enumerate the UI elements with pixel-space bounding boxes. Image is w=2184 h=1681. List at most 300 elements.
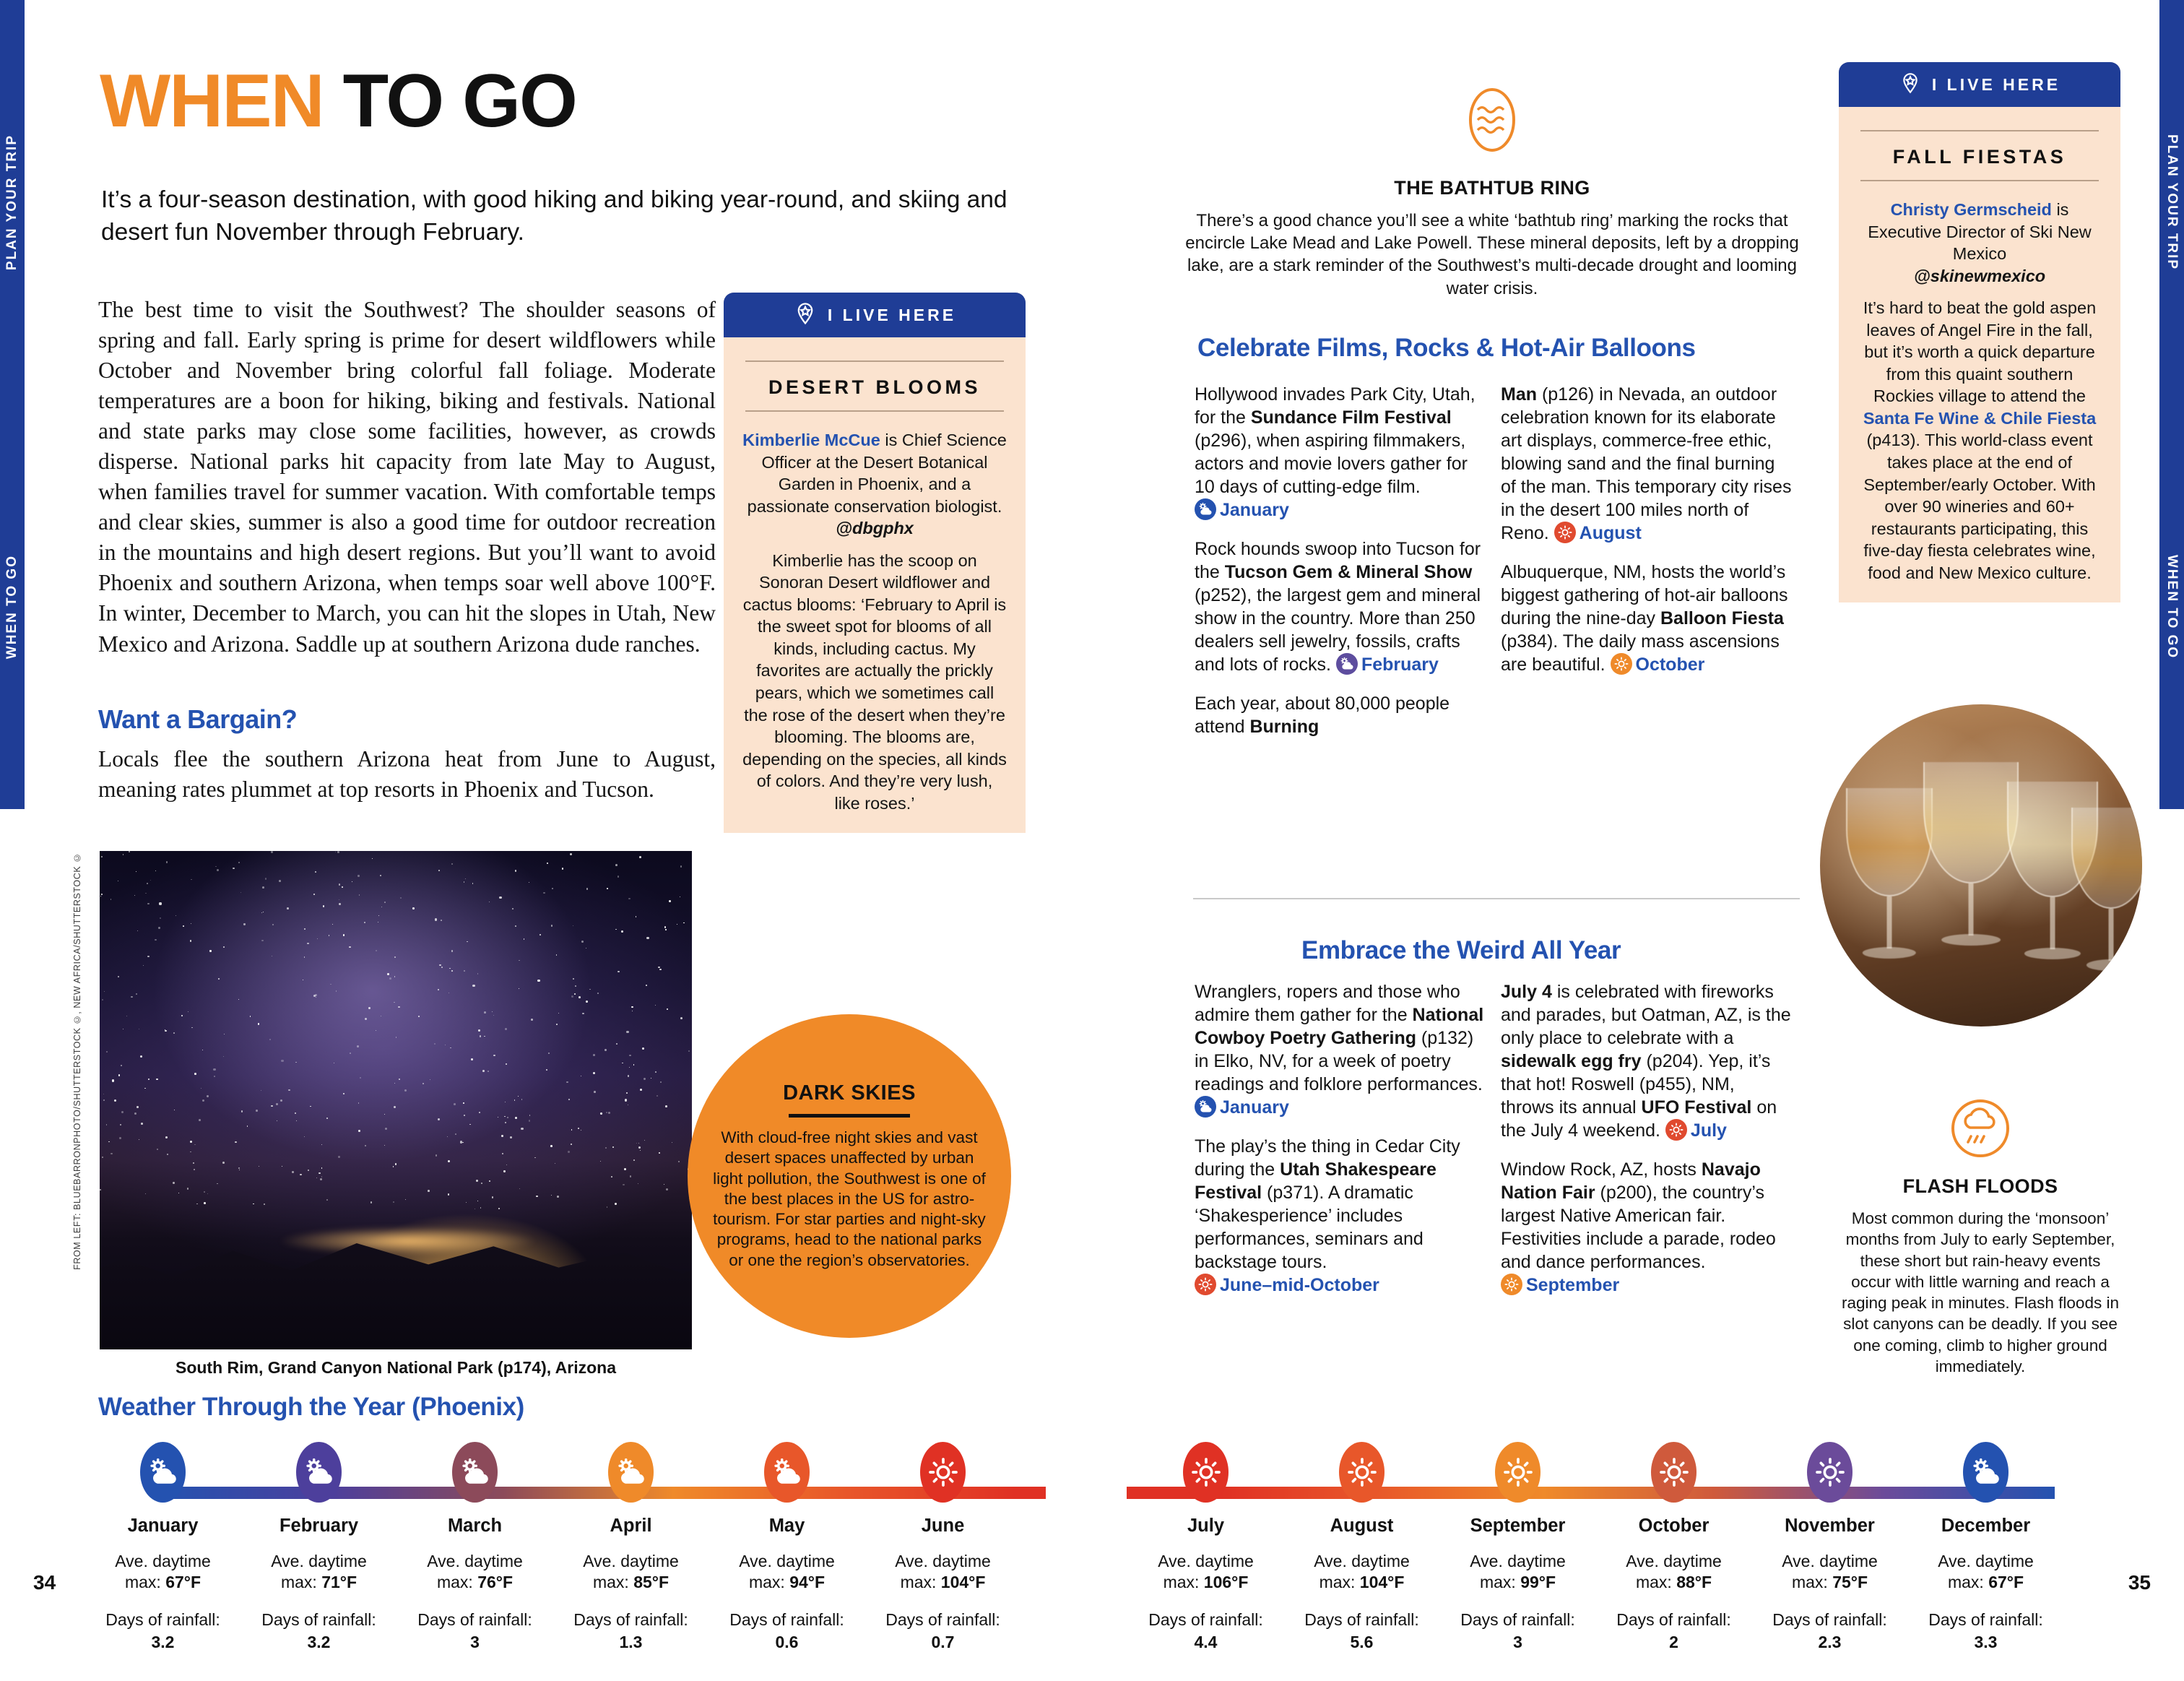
star — [134, 895, 135, 896]
star — [518, 1096, 519, 1097]
sun-icon — [1339, 1442, 1384, 1503]
weather-month-label: November — [1785, 1516, 1875, 1536]
star — [499, 896, 501, 899]
star — [506, 1164, 507, 1165]
event-name: National Cowboy Poetry Gathering — [1195, 1005, 1484, 1048]
star — [399, 1079, 400, 1080]
weather-month-label: January — [127, 1516, 199, 1536]
star — [238, 1167, 240, 1169]
star — [680, 1017, 682, 1019]
star — [515, 1117, 517, 1119]
event-paragraph: Window Rock, AZ, hosts Navajo Nation Fair (p200), the country’s largest Native American fair. Festivities include a parade, rodeo and dance performances. September — [1501, 1159, 1776, 1295]
star — [604, 1049, 607, 1051]
star — [464, 970, 465, 972]
star — [112, 1079, 114, 1081]
weather-temp: Ave. daytime max: 99°F — [1470, 1552, 1566, 1592]
star — [296, 1120, 297, 1121]
flash-floods-feature — [1839, 1098, 2122, 1377]
star — [157, 1149, 158, 1150]
events-column-celebrate-2 — [1501, 383, 1793, 676]
weather-month-column — [1596, 1442, 1751, 1654]
photo-caption: South Rim, Grand Canyon National Park (p174), Arizona — [175, 1358, 617, 1377]
edge-tab-plan-your-trip-left — [0, 0, 25, 405]
star — [110, 1153, 112, 1154]
star — [400, 897, 402, 899]
page-title-rest: TO GO — [323, 59, 576, 143]
star — [209, 950, 211, 951]
weather-temp: Ave. daytime max: 71°F — [271, 1552, 367, 1592]
star — [358, 1130, 360, 1132]
star — [546, 1069, 547, 1071]
star — [137, 930, 138, 931]
star — [644, 1078, 646, 1080]
i-live-here-box-fall-fiestas — [1839, 62, 2120, 602]
star — [393, 1201, 394, 1203]
star — [633, 1159, 635, 1161]
star — [615, 929, 617, 930]
star — [155, 939, 156, 941]
star — [455, 1133, 456, 1135]
weather-rainfall: Days of rainfall: 3 — [417, 1609, 532, 1652]
page-number-right: 35 — [2128, 1571, 2151, 1594]
star — [600, 1112, 602, 1115]
partly-cloudy-icon — [1963, 1442, 2008, 1503]
star — [606, 1112, 607, 1113]
star — [678, 1161, 680, 1162]
star — [493, 1055, 495, 1057]
star — [568, 1151, 570, 1153]
star — [521, 1128, 523, 1130]
month-tag — [1195, 1097, 1289, 1118]
event-paragraph: Albuquerque, NM, hosts the world’s biggest gathering of hot-air balloons during the nine-day Balloon Fiesta (p384). The daily mass ascensions are beautiful. October — [1501, 562, 1788, 675]
star — [262, 886, 264, 889]
sun-icon — [1611, 653, 1632, 675]
star — [136, 871, 137, 873]
event-paragraph: July 4 is celebrated with fireworks and parades, but Oatman, AZ, is the only place to celebrate with a sidewalk egg fry (p204). Yep, it’s that hot! Roswell (p455), NM, throws its annual UFO Festival on the July 4 weekend. July — [1501, 982, 1791, 1141]
flash-floods-title: FLASH FLOODS — [1902, 1175, 2058, 1197]
wine-glass — [1846, 788, 1933, 896]
event-name: Balloon Fiesta — [1660, 608, 1784, 628]
star — [158, 927, 160, 929]
star — [106, 1051, 108, 1053]
star — [213, 1068, 215, 1071]
star — [199, 1119, 201, 1121]
weather-month-column — [709, 1442, 864, 1654]
star — [265, 878, 266, 879]
star — [492, 1011, 493, 1012]
star — [659, 1152, 660, 1154]
star — [638, 1146, 641, 1149]
star — [318, 1172, 320, 1174]
star — [165, 1030, 167, 1032]
star — [372, 858, 373, 859]
event-name: UFO Festival — [1641, 1097, 1752, 1118]
i-live-here-label: I LIVE HERE — [827, 305, 957, 324]
star — [194, 1169, 195, 1170]
month-tag — [1195, 1275, 1379, 1295]
sun-icon — [1501, 1274, 1522, 1295]
page-title-accent: WHEN — [100, 59, 324, 143]
star — [131, 996, 132, 998]
sun-icon — [1807, 1442, 1852, 1503]
divider — [789, 1114, 910, 1118]
sun-icon — [1665, 1119, 1687, 1141]
month-tag — [1554, 523, 1642, 543]
star — [581, 941, 584, 943]
star — [129, 851, 130, 852]
star — [339, 903, 341, 905]
star — [183, 925, 184, 927]
month-tag-label: January — [1220, 500, 1289, 520]
star — [471, 1058, 473, 1060]
star — [570, 853, 572, 855]
star — [217, 869, 219, 871]
star — [436, 1154, 437, 1156]
partly-cloudy-icon — [296, 1442, 342, 1503]
star — [376, 950, 377, 951]
star — [217, 1183, 218, 1185]
event-name: Santa Fe Wine & Chile Fiesta — [1863, 408, 2097, 428]
star — [202, 1050, 204, 1051]
star — [119, 1137, 121, 1139]
star — [605, 1147, 607, 1149]
star — [449, 968, 450, 969]
star — [304, 1136, 305, 1137]
sun-icon — [1183, 1442, 1228, 1503]
weather-rainfall: Days of rainfall: 4.4 — [1148, 1609, 1263, 1652]
star — [145, 893, 147, 894]
star — [396, 1037, 397, 1038]
star — [147, 956, 149, 957]
weather-month-label: July — [1187, 1516, 1225, 1536]
star — [121, 1111, 124, 1113]
star — [118, 976, 119, 977]
canyon-ridge — [100, 1198, 692, 1349]
partly-cloudy-icon — [452, 1442, 498, 1503]
star — [223, 1056, 224, 1057]
star — [537, 980, 540, 982]
star — [218, 978, 220, 980]
flash-floods-body: Most common during the ‘monsoon’ months from July to early September, these short but rain-heavy events occur with little warning and reach a raging peak in minutes. Flash floods in slot canyons can be deadly. If you see one coming, climb to higher ground immediately. — [1842, 1209, 2119, 1375]
star — [688, 1050, 690, 1052]
star — [489, 1180, 491, 1183]
month-tag-label: July — [1690, 1120, 1727, 1141]
star — [136, 993, 137, 995]
bathtub-ring-feature — [1182, 79, 1803, 300]
star — [191, 879, 192, 881]
star — [551, 925, 553, 927]
star — [150, 880, 151, 881]
star — [488, 1071, 489, 1072]
weather-rainfall: Days of rainfall: 3 — [1460, 1609, 1575, 1652]
edge-tab-plan-your-trip-right — [2159, 0, 2184, 405]
partly-cloudy-icon — [764, 1442, 810, 1503]
star — [204, 1202, 206, 1204]
partly-cloudy-icon — [140, 1442, 186, 1503]
i-live-here-badge — [724, 293, 1026, 337]
star — [191, 1027, 193, 1029]
dark-skies-body: With cloud-free night skies and vast desert spaces unaffected by urban light pollution, the Southwest is one of the best places in the US for astro-tourism. For star parties and night-sky programs, head to the national parks or one the region’s observatories. — [713, 1128, 986, 1269]
event-paragraph: Man (p126) in Nevada, an outdoor celebration known for its elaborate art displays, commerce-free ethic, blowing sand and the final burning of the man. This temporary city rises in the desert 100 miles north of Reno. August — [1501, 384, 1792, 543]
star — [214, 1076, 215, 1077]
star — [358, 875, 359, 876]
star — [556, 954, 558, 956]
star — [666, 1188, 668, 1190]
star — [493, 1015, 494, 1016]
star — [480, 1207, 481, 1208]
star — [104, 991, 105, 992]
star — [633, 1064, 634, 1065]
i-live-here-box-desert-blooms — [724, 293, 1026, 833]
edge-tab-label: PLAN YOUR TRIP — [4, 134, 20, 271]
sun-icon — [1651, 1442, 1696, 1503]
star — [304, 928, 305, 929]
star — [482, 1070, 485, 1072]
star — [566, 1081, 568, 1084]
weather-month-label: August — [1330, 1516, 1394, 1536]
month-tag-label: September — [1526, 1275, 1620, 1295]
star — [201, 1088, 202, 1089]
star — [181, 1015, 183, 1016]
star — [350, 1053, 351, 1054]
sun-icon — [1554, 522, 1576, 543]
star — [665, 1105, 667, 1107]
star — [434, 1043, 436, 1045]
star — [683, 922, 685, 924]
weather-rainfall: Days of rainfall: 2 — [1616, 1609, 1731, 1652]
star — [279, 880, 281, 882]
star — [194, 1073, 196, 1075]
night-sky-photo — [100, 851, 692, 1349]
star — [484, 1011, 486, 1014]
star — [582, 1013, 584, 1015]
star — [215, 866, 216, 867]
star — [338, 1156, 340, 1158]
star — [394, 1106, 396, 1108]
star — [155, 870, 156, 871]
star — [292, 1171, 294, 1173]
page-title — [100, 59, 576, 143]
star — [665, 929, 666, 930]
star — [343, 934, 345, 936]
star — [615, 864, 618, 866]
events-column-weird-2 — [1501, 980, 1793, 1297]
star — [166, 861, 168, 863]
star — [556, 1024, 558, 1025]
star — [378, 915, 380, 917]
star — [476, 1180, 478, 1182]
star — [307, 943, 308, 944]
star — [593, 1054, 595, 1056]
star — [196, 1204, 198, 1205]
map-pin-star-icon — [793, 301, 818, 329]
star — [315, 994, 317, 996]
star — [240, 892, 241, 893]
star — [629, 1055, 630, 1056]
star — [571, 1129, 572, 1130]
star — [480, 1035, 481, 1037]
star — [439, 964, 441, 966]
contributor-quote: It’s hard to beat the gold aspen leaves of Angel Fire in the fall, but it’s worth a quick departure from this quaint southern Rockies village to attend the Santa Fe Wine & Chile Fiesta (p413). This world-class event takes place at the end of September/early October. With over 90 wineries and 60+ restaurants participating, this five-day fiesta celebrates wine, food and New Mexico culture. — [1863, 298, 2097, 582]
star — [562, 868, 563, 869]
weather-month-column — [85, 1442, 240, 1654]
star — [330, 984, 332, 985]
star — [102, 1157, 103, 1158]
event-name: July 4 — [1501, 982, 1552, 1002]
event-paragraph: Each year, about 80,000 people attend Burning — [1195, 693, 1450, 737]
edge-tab-when-to-go-left — [0, 405, 25, 809]
weather-temp: Ave. daytime max: 76°F — [427, 1552, 523, 1592]
event-name: Man — [1501, 384, 1537, 405]
star — [506, 1063, 507, 1065]
star — [134, 1112, 136, 1115]
star — [384, 1145, 385, 1146]
star — [393, 1166, 394, 1167]
events-column-weird-1 — [1195, 980, 1486, 1297]
star — [173, 1182, 175, 1184]
star — [492, 1196, 494, 1198]
star — [550, 1145, 552, 1147]
star — [190, 1141, 192, 1143]
star — [441, 920, 442, 921]
star — [594, 1091, 596, 1093]
contributor-quote: Kimberlie has the scoop on Sonoran Desert wildflower and cactus blooms: ‘February to April is the sweet spot for blooms of all kinds, including cactus. My favorites are actually the prickly pears, which we sometimes call the rose of the desert when they’re blooming. The blooms are, depending on the species, all kinds of colors. And they’re very lush, like roses.’ — [742, 550, 1007, 813]
event-paragraph: Rock hounds swoop into Tucson for the Tucson Gem & Mineral Show (p252), the largest gem and mineral show in the country. More than 250 dealers sell jewelry, fossils, crafts and lots of rocks. February — [1195, 539, 1481, 675]
star — [469, 1124, 470, 1125]
star — [368, 1007, 370, 1009]
star — [123, 854, 124, 855]
month-tag — [1665, 1120, 1727, 1141]
star — [624, 1168, 626, 1170]
star — [136, 1106, 139, 1108]
star — [358, 1102, 359, 1103]
star — [118, 1074, 120, 1076]
weather-month-column — [865, 1442, 1020, 1654]
divider — [745, 360, 1004, 362]
star — [464, 1115, 465, 1116]
star — [586, 1001, 588, 1003]
star — [597, 993, 599, 994]
divider — [1860, 180, 2099, 181]
star — [357, 1045, 359, 1047]
event-name: Utah Shakespeare Festival — [1195, 1159, 1436, 1203]
weather-month-column — [553, 1442, 708, 1654]
star — [519, 960, 520, 962]
star — [264, 1204, 265, 1205]
star — [238, 999, 239, 1000]
events-column-celebrate-1 — [1195, 383, 1486, 738]
star — [418, 1016, 420, 1017]
star — [207, 1095, 209, 1097]
weather-rainfall: Days of rainfall: 1.3 — [573, 1609, 688, 1652]
divider — [1860, 130, 2099, 131]
water-waves-icon — [1182, 79, 1803, 164]
star — [271, 851, 273, 853]
star — [640, 1089, 642, 1091]
star — [385, 1128, 387, 1130]
star — [512, 908, 514, 909]
star — [481, 1183, 482, 1184]
star — [387, 973, 389, 975]
star — [628, 1075, 630, 1077]
star — [235, 1141, 237, 1144]
star — [398, 1006, 399, 1008]
weather-month-label: April — [610, 1516, 652, 1536]
star — [629, 1067, 630, 1068]
edge-tab-label: PLAN YOUR TRIP — [2164, 134, 2180, 271]
weather-temp: Ave. daytime max: 67°F — [115, 1552, 211, 1592]
star — [448, 1160, 450, 1162]
star — [323, 905, 325, 907]
star — [147, 903, 149, 904]
star — [304, 956, 305, 957]
star — [507, 1117, 508, 1118]
star — [660, 1081, 661, 1082]
dark-skies-title: DARK SKIES — [783, 1081, 916, 1105]
weather-rainfall: Days of rainfall: 2.3 — [1772, 1609, 1887, 1652]
weather-rainfall: Days of rainfall: 0.7 — [885, 1609, 1000, 1652]
star — [479, 1112, 480, 1113]
star — [586, 888, 589, 890]
star — [626, 1092, 628, 1094]
star — [454, 1103, 456, 1105]
star — [573, 978, 574, 980]
star — [484, 1036, 485, 1037]
event-name: Tucson Gem & Mineral Show — [1224, 562, 1473, 582]
star — [276, 1103, 278, 1105]
star — [680, 865, 682, 867]
weather-month-label: October — [1638, 1516, 1710, 1536]
star — [343, 1093, 344, 1094]
star — [575, 985, 576, 987]
star — [159, 902, 161, 904]
partly-cloudy-icon — [608, 1442, 654, 1503]
star — [190, 940, 191, 941]
section-heading-weird: Embrace the Weird All Year — [1301, 936, 1621, 964]
star — [536, 1196, 537, 1197]
month-tag-label: June–mid-October — [1220, 1275, 1379, 1295]
star — [384, 902, 386, 903]
star — [667, 1008, 668, 1010]
star — [463, 1102, 464, 1104]
weather-month-column — [1752, 1442, 1907, 1654]
star — [607, 888, 608, 889]
weather-month-column — [1908, 1442, 2063, 1654]
sun-icon — [920, 1442, 966, 1503]
month-tag-label: August — [1579, 523, 1642, 543]
weather-temp: Ave. daytime max: 104°F — [895, 1552, 991, 1592]
contributor-role: is Executive Director of Ski New Mexico — [1868, 200, 2092, 264]
star — [110, 899, 112, 900]
lead-paragraph: The best time to visit the Southwest? The shoulder seasons of spring and fall. Early spring is prime for desert wildflowers while October and November bring colorful fall foliage. Moderate temperatures are a boon for hiking, biking and festivals. National and state parks may close some facilities, however, as crowds disperse. National parks hit capacity from late May to August, when families travel for summer vacation. With comfortable temps and clear skies, summer is also a good time for outdoor recreation in the mountains and high desert regions. But you’ll want to avoid Phoenix and southern Arizona, when temps soar well above 100°F. In winter, December to March, you can hit the slopes in Utah, New Mexico and Arizona. Saddle up at southern Arizona dude ranches. — [98, 297, 716, 657]
star — [636, 1143, 637, 1144]
weather-month-label: December — [1941, 1516, 2031, 1536]
star — [365, 1018, 367, 1020]
star — [502, 1153, 503, 1154]
event-paragraph: Wranglers, ropers and those who admire them gather for the National Cowboy Poetry Gathering (p132) in Elko, NV, for a week of poetry readings and folklore performances. January — [1195, 982, 1484, 1118]
photo-credit-text: FROM LEFT: BLUEBARRONPHOTO/SHUTTERSTOCK ©, NEW AFRICA/SHUTTERSTOCK © — [72, 852, 82, 1270]
star — [167, 1154, 168, 1155]
month-tag-label: January — [1220, 1097, 1289, 1118]
photo-credit — [72, 852, 82, 1351]
page-number-left: 34 — [33, 1571, 56, 1594]
star — [568, 1099, 570, 1100]
star — [102, 999, 103, 1001]
weather-month-label: March — [447, 1516, 503, 1536]
star — [510, 1136, 512, 1138]
star — [428, 1190, 430, 1192]
weather-month-label: February — [279, 1516, 359, 1536]
